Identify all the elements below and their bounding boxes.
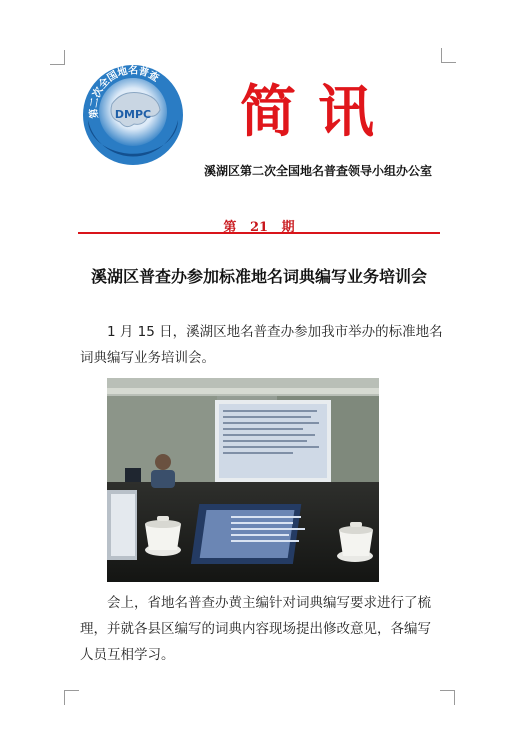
- article-headline: 溪湖区普查办参加标准地名词典编写业务培训会: [90, 267, 427, 286]
- bulletin-title: 简讯: [240, 79, 396, 145]
- crop-mark-bottom-right: [440, 690, 455, 705]
- header-divider: [78, 232, 440, 234]
- crop-mark-top-left: [50, 50, 65, 65]
- issuing-office: 溪湖区第二次全国地名普查领导小组办公室: [204, 164, 433, 178]
- training-session-photo: [107, 378, 379, 582]
- article-paragraph-1: 1 月 15 日，溪湖区地名普查办参加我市举办的标准地名词典编写业务培训会。: [80, 324, 443, 366]
- crop-mark-bottom-left: [64, 690, 79, 705]
- article-paragraph-2: 会上，省地名普查办黄主编针对词典编写要求进行了梳理，并就各县区编写的词典内容现场提出修改意见，各编写人员互相学习。: [80, 595, 431, 663]
- logo-ring-text: 第二次全国地名普查: [88, 65, 161, 119]
- crop-mark-top-right: [441, 48, 456, 63]
- logo-text: DMPC: [114, 108, 152, 121]
- dmpc-logo: [78, 60, 188, 170]
- issue-number: 第 21 期: [223, 220, 295, 235]
